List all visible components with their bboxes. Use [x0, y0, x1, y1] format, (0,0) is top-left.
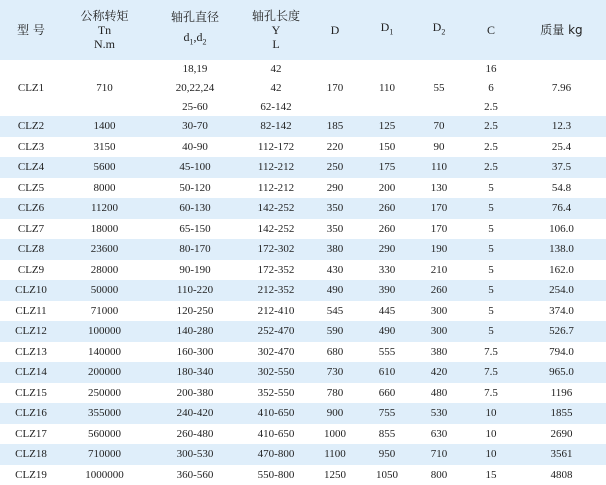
cell-C: 2.5	[484, 161, 498, 174]
cell-D2: 170	[430, 222, 448, 235]
cell-D1: 950	[378, 448, 396, 461]
cell-C: 5	[488, 202, 494, 215]
cell-length: 142-252	[257, 222, 295, 235]
cell-torque: 28000	[90, 263, 119, 276]
header-C: C	[486, 23, 495, 37]
cell-length: 212-352	[257, 284, 295, 297]
table-row	[0, 178, 606, 199]
cell-bore: 200-380	[176, 386, 214, 399]
cell-D2: 70	[433, 120, 445, 133]
cell-torque: 8000	[93, 181, 116, 194]
cell-model: CLZ17	[15, 427, 47, 440]
table-row	[0, 342, 606, 363]
cell-D1: 110	[378, 82, 396, 94]
cell-D: 545	[326, 304, 344, 317]
cell-model: CLZ13	[15, 345, 47, 358]
cell-D1: 260	[378, 202, 396, 215]
cell-D2: 300	[430, 325, 448, 338]
cell-mass: 1196	[550, 386, 573, 399]
table-row	[0, 157, 606, 178]
cell-D2: 260	[430, 284, 448, 297]
cell-bore: 50-120	[179, 181, 211, 194]
cell-bore: 300-530	[176, 448, 214, 461]
table-row	[0, 383, 606, 404]
table-row	[0, 137, 606, 158]
table-row	[0, 362, 606, 383]
cell-D2: 90	[433, 140, 445, 153]
cell-C: 7.5	[484, 345, 498, 358]
cell-D: 590	[326, 325, 344, 338]
cell-D: 1100	[324, 448, 346, 461]
cell-mass: 965.0	[549, 366, 574, 379]
cell-D: 290	[326, 181, 344, 194]
cell-D1: 150	[378, 140, 396, 153]
cell-length: 302-550	[257, 366, 295, 379]
cell-bore: 90-190	[179, 263, 211, 276]
cell-C: 16 6 2.5	[484, 63, 498, 113]
cell-D1: 490	[378, 325, 396, 338]
cell-D: 730	[326, 366, 344, 379]
cell-model: CLZ15	[15, 386, 47, 399]
cell-D: 220	[326, 140, 344, 153]
cell-length: 112-172	[257, 140, 295, 153]
table-row	[0, 444, 606, 465]
cell-D2: 110	[430, 161, 448, 174]
cell-bore: 240-420	[176, 407, 214, 420]
cell-D: 900	[326, 407, 344, 420]
cell-D: 490	[326, 284, 344, 297]
cell-length: 142-252	[257, 202, 295, 215]
table-row	[0, 239, 606, 260]
table-row	[0, 403, 606, 424]
cell-bore: 40-90	[182, 140, 208, 153]
cell-D1: 390	[378, 284, 396, 297]
cell-mass: 37.5	[551, 161, 572, 174]
cell-torque: 100000	[88, 325, 121, 338]
cell-torque: 140000	[88, 345, 121, 358]
header-D: D	[330, 23, 340, 37]
cell-D1: 125	[378, 120, 396, 133]
cell-bore: 65-150	[179, 222, 211, 235]
table-row	[0, 321, 606, 342]
cell-C: 2.5	[484, 140, 498, 153]
cell-model: CLZ7	[17, 222, 45, 235]
table-row	[0, 465, 606, 485]
table-row	[0, 219, 606, 240]
cell-bore: 45-100	[179, 161, 211, 174]
cell-torque: 250000	[88, 386, 121, 399]
cell-D1: 610	[378, 366, 396, 379]
cell-D: 170	[326, 82, 344, 94]
cell-D2: 800	[430, 468, 448, 481]
cell-D2: 55	[433, 82, 445, 94]
table-row	[0, 198, 606, 219]
cell-model: CLZ19	[15, 468, 47, 481]
cell-D1: 855	[378, 427, 396, 440]
cell-model: CLZ9	[17, 263, 45, 276]
cell-mass: 76.4	[551, 202, 572, 215]
cell-bore: 110-220	[176, 284, 214, 297]
cell-length: 42 42 62-142	[260, 63, 292, 113]
header-mass: 质量 kg	[540, 23, 583, 37]
cell-C: 5	[488, 243, 494, 256]
cell-mass: 254.0	[549, 284, 574, 297]
cell-bore: 260-480	[176, 427, 214, 440]
cell-torque: 200000	[88, 366, 121, 379]
cell-length: 352-550	[257, 386, 295, 399]
cell-D: 250	[326, 161, 344, 174]
header-model: 型 号	[17, 23, 45, 37]
cell-C: 5	[488, 181, 494, 194]
cell-D2: 380	[430, 345, 448, 358]
cell-mass: 7.96	[551, 82, 572, 94]
header-bore-length: 轴孔长度 Y L	[251, 9, 300, 51]
cell-torque: 1400	[93, 120, 116, 133]
cell-mass: 2690	[550, 427, 573, 440]
cell-mass: 526.7	[549, 325, 574, 338]
table-row-clz1	[0, 60, 606, 116]
table-row	[0, 280, 606, 301]
cell-D: 780	[326, 386, 344, 399]
cell-C: 10	[485, 407, 497, 420]
cell-D2: 190	[430, 243, 448, 256]
cell-C: 5	[488, 304, 494, 317]
cell-C: 10	[485, 427, 497, 440]
cell-D: 350	[326, 222, 344, 235]
cell-torque: 355000	[88, 407, 121, 420]
cell-bore: 60-130	[179, 202, 211, 215]
cell-bore: 160-300	[176, 345, 214, 358]
cell-model: CLZ4	[17, 161, 45, 174]
cell-D1: 330	[378, 263, 396, 276]
cell-bore: 140-280	[176, 325, 214, 338]
cell-C: 5	[488, 263, 494, 276]
cell-mass: 4808	[550, 468, 573, 481]
cell-bore: 18,19 20,22,24 25-60	[175, 63, 215, 113]
header-bore-diameter: 轴孔直径 $d_1,d_2$	[170, 10, 219, 47]
header-D2: $D_2$	[432, 20, 446, 37]
cell-model: CLZ12	[15, 325, 47, 338]
cell-mass: 374.0	[549, 304, 574, 317]
cell-length: 112-212	[257, 161, 295, 174]
cell-D: 380	[326, 243, 344, 256]
cell-model: CLZ5	[17, 181, 45, 194]
cell-D1: 200	[378, 181, 396, 194]
cell-length: 252-470	[257, 325, 295, 338]
table-row	[0, 116, 606, 137]
cell-C: 15	[485, 468, 497, 481]
cell-torque: 560000	[88, 427, 121, 440]
cell-D1: 555	[378, 345, 396, 358]
cell-bore: 120-250	[176, 304, 214, 317]
cell-C: 5	[488, 222, 494, 235]
table-row	[0, 301, 606, 322]
cell-C: 7.5	[484, 366, 498, 379]
cell-D1: 290	[378, 243, 396, 256]
cell-D2: 170	[430, 202, 448, 215]
cell-mass: 162.0	[549, 263, 574, 276]
cell-mass: 138.0	[549, 243, 574, 256]
cell-C: 2.5	[484, 120, 498, 133]
cell-length: 172-302	[257, 243, 295, 256]
cell-C: 5	[488, 284, 494, 297]
cell-C: 7.5	[484, 386, 498, 399]
cell-model: CLZ8	[17, 243, 45, 256]
cell-model: CLZ18	[15, 448, 47, 461]
cell-D2: 530	[430, 407, 448, 420]
cell-torque: 71000	[90, 304, 119, 317]
cell-torque: 710	[96, 82, 113, 94]
table-header	[0, 0, 606, 60]
cell-D: 185	[326, 120, 344, 133]
cell-D1: 260	[378, 222, 396, 235]
cell-D1: 175	[378, 161, 396, 174]
cell-model: CLZ1	[17, 82, 45, 94]
cell-D2: 130	[430, 181, 448, 194]
cell-D2: 710	[430, 448, 448, 461]
cell-D: 1000	[324, 427, 346, 440]
cell-torque: 1000000	[85, 468, 124, 481]
cell-model: CLZ3	[17, 140, 45, 153]
cell-mass: 106.0	[549, 222, 574, 235]
cell-mass: 3561	[550, 448, 573, 461]
cell-model: CLZ6	[17, 202, 45, 215]
cell-mass: 1855	[550, 407, 573, 420]
cell-torque: 18000	[90, 222, 119, 235]
cell-D: 350	[326, 202, 344, 215]
cell-D2: 300	[430, 304, 448, 317]
table-row	[0, 260, 606, 281]
cell-D2: 630	[430, 427, 448, 440]
cell-length: 212-410	[257, 304, 295, 317]
cell-length: 410-650	[257, 427, 295, 440]
cell-mass: 54.8	[551, 181, 572, 194]
cell-torque: 710000	[88, 448, 121, 461]
cell-D2: 210	[430, 263, 448, 276]
cell-length: 470-800	[257, 448, 295, 461]
table-row	[0, 424, 606, 445]
cell-D1: 660	[378, 386, 396, 399]
cell-model: CLZ14	[15, 366, 47, 379]
cell-C: 10	[485, 448, 497, 461]
cell-torque: 50000	[90, 284, 119, 297]
cell-mass: 12.3	[551, 120, 572, 133]
cell-D1: 1050	[376, 468, 398, 481]
cell-D2: 480	[430, 386, 448, 399]
cell-model: CLZ10	[15, 284, 47, 297]
cell-model: CLZ2	[17, 120, 45, 133]
cell-bore: 80-170	[179, 243, 211, 256]
cell-torque: 5600	[93, 161, 116, 174]
cell-bore: 180-340	[176, 366, 214, 379]
cell-mass: 794.0	[549, 345, 574, 358]
cell-length: 82-142	[260, 120, 292, 133]
cell-bore: 30-70	[182, 120, 208, 133]
cell-model: CLZ11	[15, 304, 47, 317]
cell-length: 112-212	[257, 181, 295, 194]
cell-D: 430	[326, 263, 344, 276]
cell-bore: 360-560	[176, 468, 214, 481]
cell-length: 410-650	[257, 407, 295, 420]
cell-torque: 3150	[93, 140, 116, 153]
cell-length: 302-470	[257, 345, 295, 358]
cell-model: CLZ16	[15, 407, 47, 420]
cell-torque: 11200	[90, 202, 119, 215]
cell-D: 1250	[324, 468, 346, 481]
cell-C: 5	[488, 325, 494, 338]
cell-D1: 755	[378, 407, 396, 420]
cell-D1: 445	[378, 304, 396, 317]
header-torque: 公称转矩 Tn N.m	[80, 9, 129, 51]
cell-length: 550-800	[257, 468, 295, 481]
cell-torque: 23600	[90, 243, 119, 256]
cell-length: 172-352	[257, 263, 295, 276]
cell-D2: 420	[430, 366, 448, 379]
header-D1: $D_1$	[380, 20, 394, 37]
cell-D: 680	[326, 345, 344, 358]
cell-mass: 25.4	[551, 140, 572, 153]
